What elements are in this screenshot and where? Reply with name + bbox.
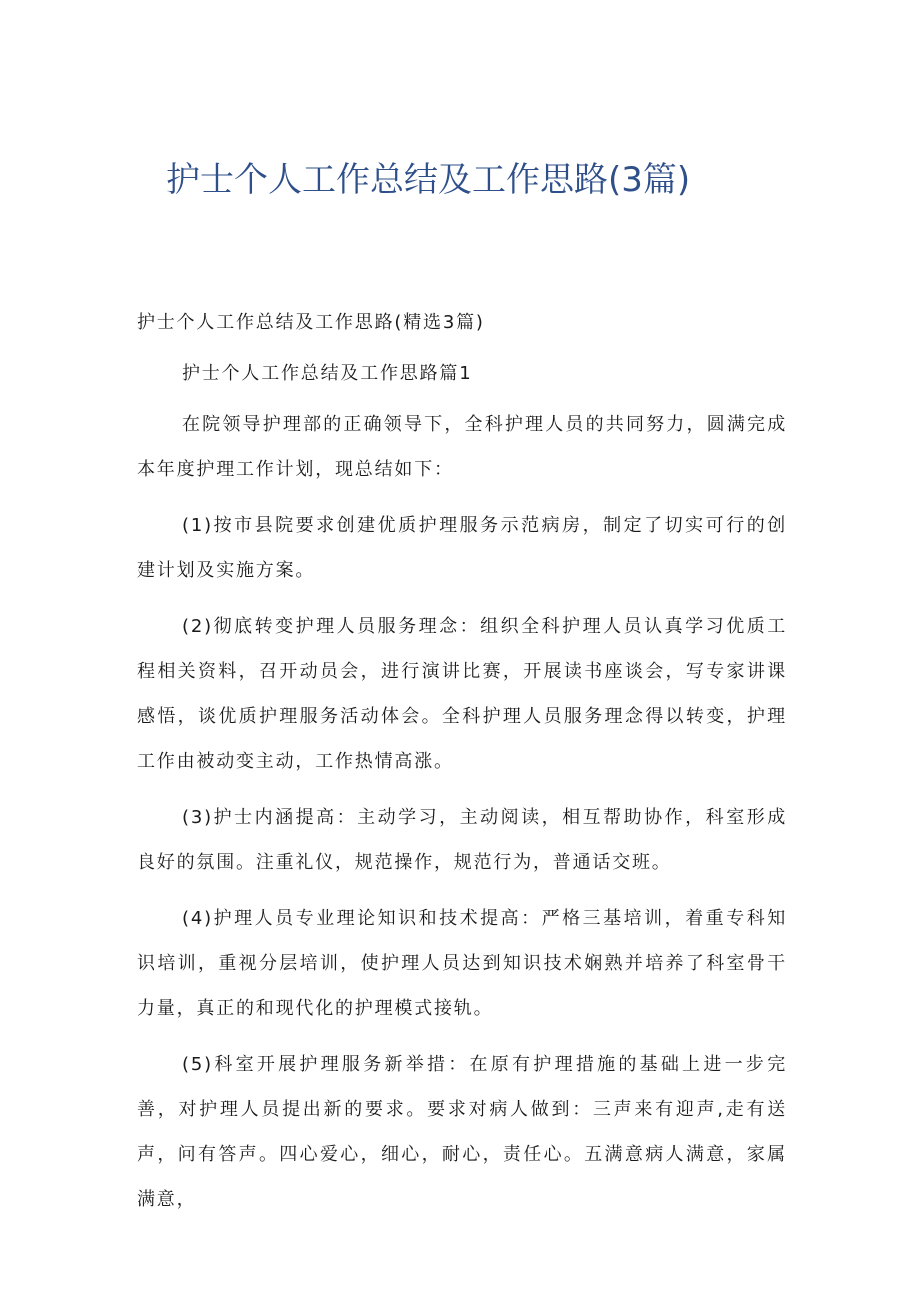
- paragraph-item-2: (2)彻底转变护理人员服务理念：组织全科护理人员认真学习优质工程相关资料，召开动员会，进行演讲比赛，开展读书座谈会，写专家讲课感悟，谈优质护理服务活动体会。全科护理人员服务理念得以转变，护理工作由被动变主动，工作热情高涨。: [137, 616, 787, 772]
- document-title: 护士个人工作总结及工作思路(3篇): [166, 160, 691, 200]
- document-body: [137, 300, 787, 1233]
- document-subtitle: 护士个人工作总结及工作思路(精选3篇): [137, 312, 485, 333]
- paragraph-item-1: (1)按市县院要求创建优质护理服务示范病房，制定了切实可行的创建计划及实施方案。: [137, 515, 787, 581]
- paragraph-item-4: (4)护理人员专业理论知识和技术提高：严格三基培训，着重专科知识培训，重视分层培训，使护理人员达到知识技术娴熟并培养了科室骨干力量，真正的和现代化的护理模式接轨。: [137, 908, 787, 1019]
- paragraph-item-3: (3)护士内涵提高：主动学习，主动阅读，相互帮助协作，科室形成良好的氛围。注重礼仪，规范操作，规范行为，普通话交班。: [137, 807, 787, 873]
- paragraph-intro: 在院领导护理部的正确领导下，全科护理人员的共同努力，圆满完成本年度护理工作计划，现总结如下：: [137, 414, 787, 480]
- paragraph-item-5: (5)科室开展护理服务新举措：在原有护理措施的基础上进一步完善，对护理人员提出新的要求。要求对病人做到：三声来有迎声,走有送声，问有答声。四心爱心，细心，耐心，责任心。五满意病人满意，家属满意，: [137, 1054, 787, 1210]
- section-heading: 护士个人工作总结及工作思路篇1: [182, 363, 473, 384]
